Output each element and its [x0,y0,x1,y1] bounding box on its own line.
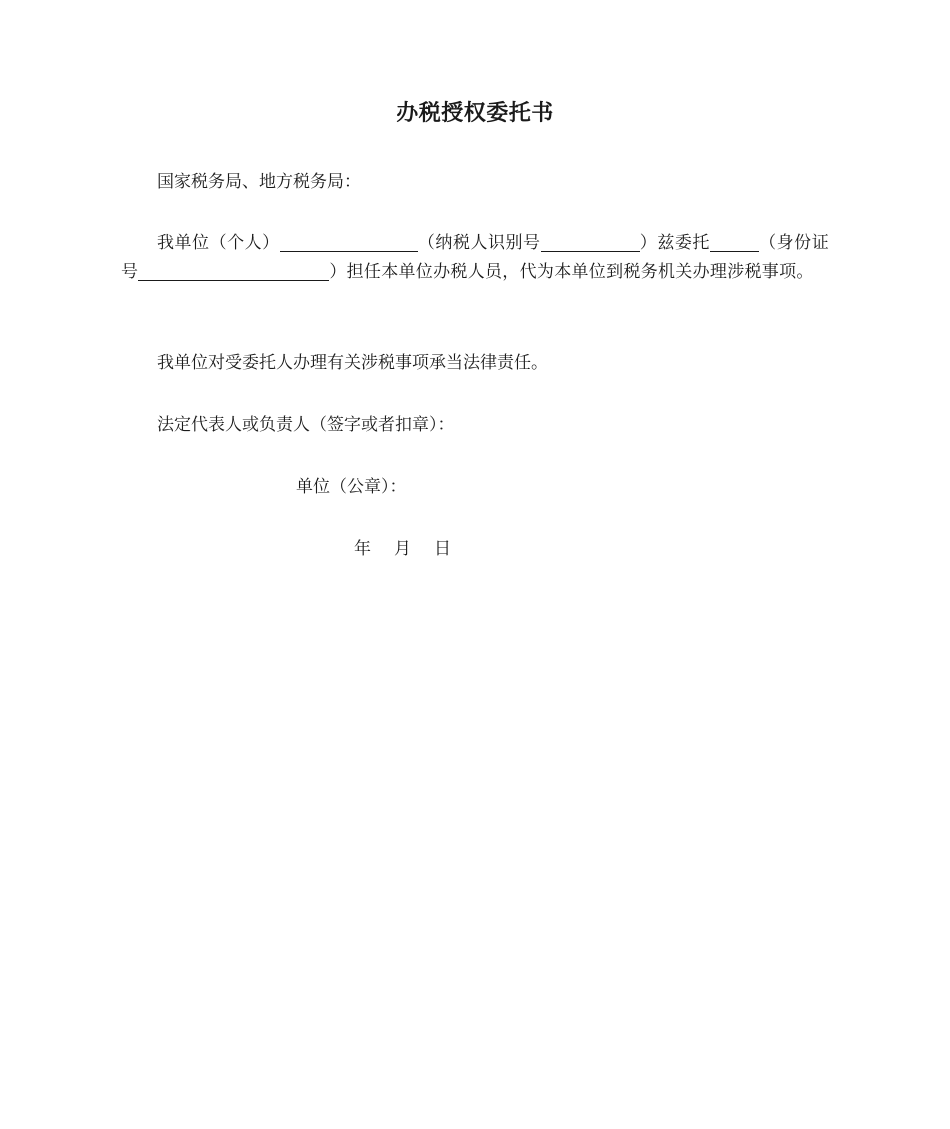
date-day-label: 日 [434,539,451,559]
legal-representative-signature-label: 法定代表人或负责人（签字或者扣章）： [157,415,455,435]
date-month-label: 月 [394,539,411,559]
id-card-blank [138,262,329,281]
taxpayer-id-blank [541,233,640,252]
document-title: 办税授权委托书 [396,101,554,126]
paragraph-text-3: ）兹委托 [639,233,710,253]
authorization-paragraph [121,229,829,287]
date-year-label: 年 [354,539,371,559]
salutation: 国家税务局、地方税务局： [157,172,361,192]
paragraph-text-2: （纳税人识别号 [417,233,541,253]
responsibility-statement: 我单位对受委托人办理有关涉税事项承当法律责任。 [157,353,548,373]
paragraph-text-5: ）担任本单位办税人员，代为本单位到税务机关办理涉税事项。 [329,262,814,282]
agent-name-blank [710,233,759,252]
unit-seal-label: 单位（公章）： [296,477,407,497]
unit-name-blank [280,233,418,252]
date-line [354,535,451,563]
paragraph-text-4: （身份证号 [121,233,830,282]
paragraph-text-1: 我单位（个人） [157,233,280,253]
